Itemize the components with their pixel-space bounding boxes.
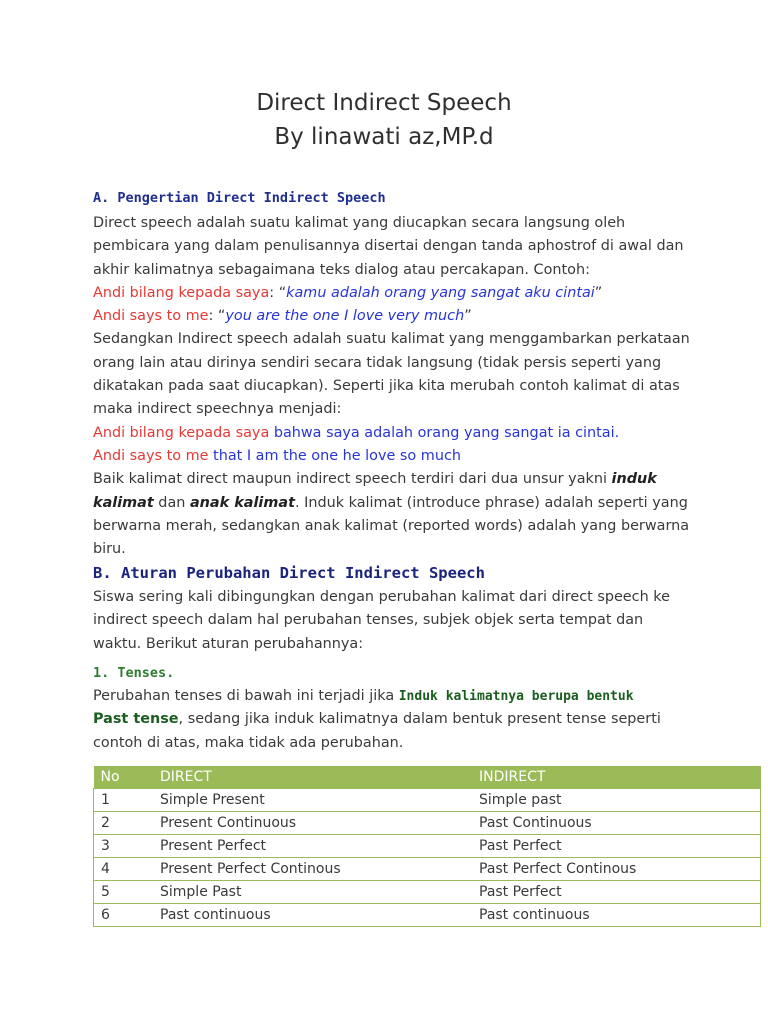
paragraph-line: dikatakan pada saat diucapkan). Seperti jika kita merubah contoh kalimat di atas	[93, 378, 680, 395]
cell-direct: Past continuous	[153, 904, 472, 927]
cell-indirect: Simple past	[472, 789, 761, 812]
section-b	[93, 562, 673, 755]
induk-kalimat: Andi bilang kepada saya	[93, 284, 270, 301]
induk-kalimat: Andi says to me	[93, 308, 209, 325]
paragraph-line: contoh di atas, maka tidak ada perubahan.	[93, 734, 404, 751]
paragraph-line: indirect speech dalam hal perubahan tenses, subjek objek serta tempat dan	[93, 612, 644, 629]
paragraph-line: Siswa sering kali dibingungkan dengan perubahan kalimat dari direct speech ke	[93, 589, 670, 605]
cell-indirect: Past continuous	[472, 904, 761, 927]
paragraph-line	[93, 685, 673, 708]
column-header-direct: DIRECT	[153, 766, 472, 789]
example-direct-id	[93, 282, 673, 305]
cell-indirect: Past Perfect	[472, 835, 761, 858]
induk-kalimat: Andi says to me	[93, 447, 209, 464]
cell-direct: Simple Past	[153, 881, 472, 904]
text-run: . Induk kalimat (introduce phrase) adalah seperti yang	[294, 494, 688, 511]
example-indirect-id	[93, 422, 673, 445]
cell-direct: Present Continuous	[153, 812, 472, 835]
emphasis-text: Past tense	[93, 711, 179, 728]
table-row	[94, 881, 761, 904]
term-anak-kalimat: anak kalimat	[189, 494, 295, 511]
paragraph-line	[93, 492, 688, 515]
paragraph-line: orang lain atau dirinya sendiri secara tidak langsung (tidak persis seperti yang	[93, 354, 662, 371]
table-header-row	[94, 766, 761, 789]
example-direct-en	[93, 305, 673, 328]
cell-indirect: Past Continuous	[472, 812, 761, 835]
paragraph-line: biru.	[93, 541, 126, 558]
cell-no: 2	[94, 812, 154, 835]
column-header-indirect: INDIRECT	[472, 766, 761, 789]
quote-close: ”	[594, 284, 603, 301]
paragraph-line: waktu. Berikut aturan perubahannya:	[93, 635, 364, 652]
anak-kalimat: bahwa saya adalah orang yang sangat ia cintai.	[269, 424, 620, 441]
anak-kalimat: you are the one I love very much	[225, 308, 465, 325]
example-indirect-en	[93, 445, 673, 468]
paragraph-line: pembicara yang dalam penulisannya disertai dengan tanda aphostrof di awal dan	[93, 238, 684, 255]
induk-kalimat: Andi bilang kepada saya	[93, 424, 270, 441]
anak-kalimat: kamu adalah orang yang sangat aku cintai	[286, 284, 595, 301]
paragraph-line: akhir kalimatnya sebagaimana teks dialog atau percakapan. Contoh:	[93, 261, 590, 278]
table-row	[94, 904, 761, 927]
cell-no: 4	[94, 858, 154, 881]
cell-no: 3	[94, 835, 154, 858]
table-row	[94, 858, 761, 881]
text-run: Baik kalimat direct maupun indirect speech terdiri dari dua unsur yakni	[93, 471, 612, 488]
cell-no: 6	[94, 904, 154, 927]
quote-open: : “	[208, 308, 226, 325]
table-row	[94, 812, 761, 835]
section-a-body	[93, 212, 690, 561]
term-kalimat: kalimat	[93, 494, 154, 511]
cell-indirect: Past Perfect Continous	[472, 858, 761, 881]
cell-direct: Present Perfect Continous	[153, 858, 472, 881]
tenses-table	[93, 766, 761, 927]
paragraph-line: berwarna merah, sedangkan anak kalimat (reported words) adalah yang berwarna	[93, 517, 690, 534]
paragraph-line	[93, 468, 673, 491]
text-run: , sedang jika induk kalimatnya dalam bentuk present tense seperti	[178, 711, 661, 728]
cell-direct: Present Perfect	[153, 835, 472, 858]
table-row	[94, 789, 761, 812]
cell-no: 1	[94, 789, 154, 812]
text-run: dan	[153, 494, 190, 511]
paragraph-line: Sedangkan Indirect speech adalah suatu kalimat yang menggambarkan perkataan	[93, 331, 690, 348]
cell-no: 5	[94, 881, 154, 904]
paragraph-line: maka indirect speechnya menjadi:	[93, 401, 342, 418]
quote-close: ”	[464, 308, 472, 325]
paragraph-line: Direct speech adalah suatu kalimat yang diucapkan secara langsung oleh	[93, 215, 626, 231]
subsection-tenses-heading: 1. Tenses.	[93, 664, 175, 681]
paragraph-line	[93, 708, 673, 731]
cell-direct: Simple Present	[153, 789, 472, 812]
emphasis-text: Induk kalimatnya berupa bentuk	[398, 689, 634, 705]
cell-indirect: Past Perfect	[472, 881, 761, 904]
quote-open: : “	[269, 284, 287, 301]
section-b-heading: B. Aturan Perubahan Direct Indirect Speech	[93, 564, 485, 582]
anak-kalimat: that I am the one he love so much	[208, 447, 461, 464]
term-induk: induk	[611, 471, 657, 488]
document-author: By linawati az,MP.d	[274, 124, 494, 150]
section-a-heading: A. Pengertian Direct Indirect Speech	[93, 190, 386, 206]
table-row	[94, 835, 761, 858]
text-run: Perubahan tenses di bawah ini terjadi jika	[93, 688, 399, 705]
column-header-no: No	[94, 766, 154, 789]
document-title: Direct Indirect Speech	[256, 90, 512, 116]
